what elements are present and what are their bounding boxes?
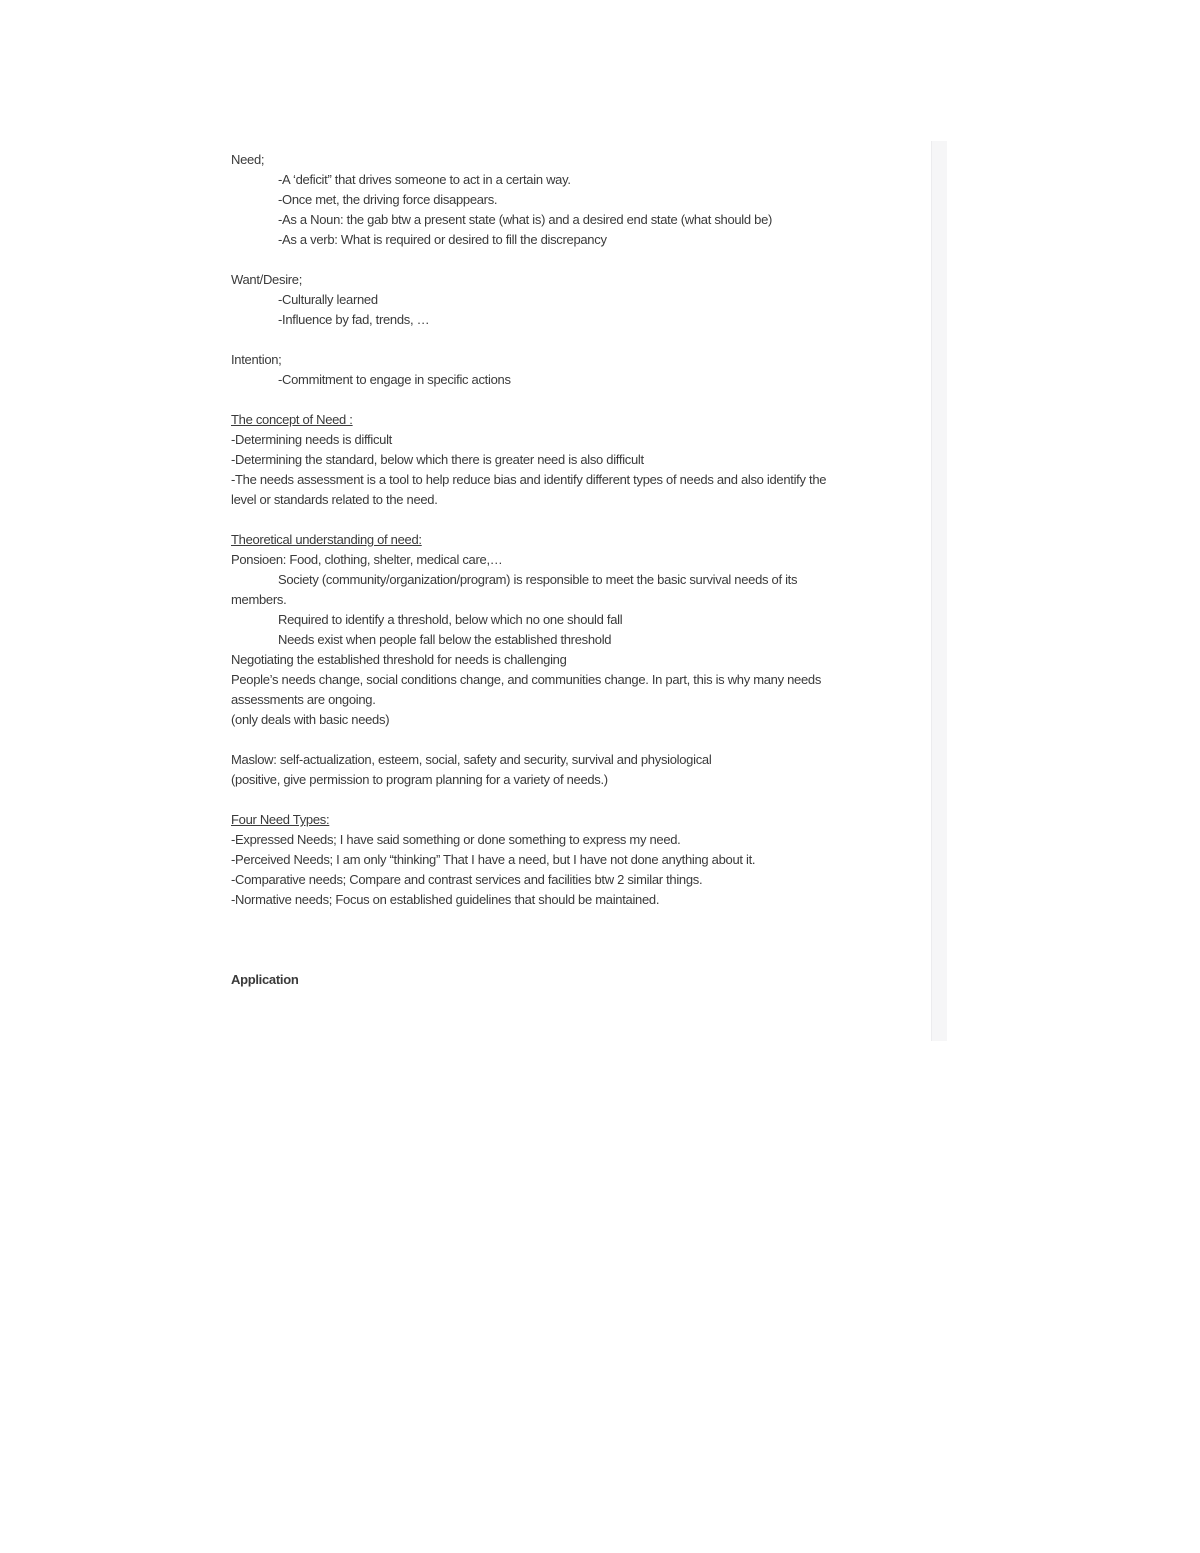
need-line: -A ‘deficit” that drives someone to act in a certain way.: [278, 172, 571, 187]
need-line: -Once met, the driving force disappears.: [278, 192, 498, 207]
need-types-heading: Four Need Types:: [231, 812, 330, 827]
need-type-line: -Perceived Needs; I am only “thinking” That I have a need, but I have not done anything about it.: [231, 852, 756, 867]
theoretical-line: Ponsioen: Food, clothing, shelter, medical care,…: [231, 552, 503, 567]
theoretical-line: (only deals with basic needs): [231, 712, 390, 727]
theoretical-indented-line: Society (community/organization/program) is responsible to meet the basic survival needs of its members.: [231, 572, 798, 607]
need-type-line: -Comparative needs; Compare and contrast services and facilities btw 2 similar things.: [231, 872, 703, 887]
concept-line: -Determining needs is difficult: [231, 432, 392, 447]
need-type-line: -Expressed Needs; I have said something or done something to express my need.: [231, 832, 681, 847]
need-line: -As a verb: What is required or desired to fill the discrepancy: [278, 232, 607, 247]
intention-line: -Commitment to engage in specific actions: [278, 372, 511, 387]
want-line: -Culturally learned: [278, 292, 378, 307]
intention-heading: Intention;: [231, 352, 282, 367]
concept-heading: The concept of Need :: [231, 412, 353, 427]
theoretical-indented-line: Required to identify a threshold, below which no one should fall: [278, 612, 623, 627]
want-heading: Want/Desire;: [231, 272, 303, 287]
need-noun-text: -As a Noun: the gab btw a present state (what is) and a desired end state (what should be): [278, 212, 773, 227]
need-heading: Need;: [231, 152, 265, 167]
theoretical-line: Negotiating the established threshold for needs is challenging: [231, 652, 567, 667]
vertical-scrollbar[interactable]: [931, 141, 947, 1041]
need-line: [231, 210, 831, 230]
maslow-line: Maslow: self-actualization, esteem, social, safety and security, survival and physiological: [231, 752, 712, 767]
concept-line: -Determining the standard, below which there is greater need is also difficult: [231, 452, 644, 467]
document-body: [231, 150, 831, 990]
need-type-line: -Normative needs; Focus on established guidelines that should be maintained.: [231, 892, 660, 907]
maslow-line: (positive, give permission to program planning for a variety of needs.): [231, 772, 608, 787]
theoretical-indented-line: Needs exist when people fall below the established threshold: [278, 632, 612, 647]
want-line: -Influence by fad, trends, …: [278, 312, 430, 327]
application-heading: Application: [231, 972, 299, 987]
theoretical-heading: Theoretical understanding of need:: [231, 532, 422, 547]
concept-line: -The needs assessment is a tool to help reduce bias and identify different types of needs and also identify the level or standards related to the need.: [231, 472, 827, 507]
theoretical-line: People’s needs change, social conditions change, and communities change. In part, this is why many needs assessments are ongoing.: [231, 672, 822, 707]
